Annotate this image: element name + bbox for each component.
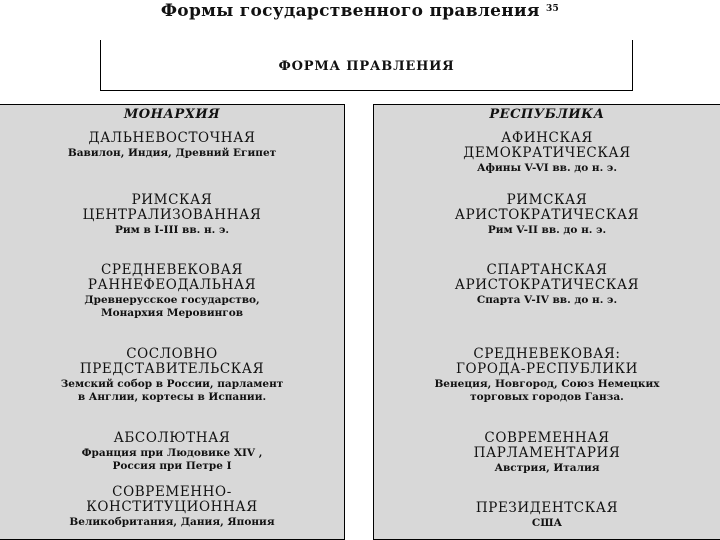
- monarchy-item-example: Рим в I-III вв. н. э.: [114, 224, 230, 236]
- monarchy-header: МОНАРХИЯ: [123, 107, 221, 122]
- republic-item-example: Спарта V-IV вв. до н. э.: [476, 294, 618, 306]
- monarchy-item-absolute: [0, 431, 344, 473]
- title-text: Формы государственного правления: [160, 1, 540, 21]
- republic-item-example: Венеция, Новгород, Союз Немецких торговых городов Ганза.: [434, 378, 660, 403]
- monarchy-item-name: СОВРЕМЕННО- КОНСТИТУЦИОННАЯ: [86, 484, 258, 515]
- republic-item-example: США: [531, 517, 563, 529]
- republic-header: РЕСПУБЛИКА: [489, 107, 605, 122]
- diagram-title: [0, 0, 720, 24]
- monarchy-item-name: СРЕДНЕВЕКОВАЯ РАННЕФЕОДАЛЬНАЯ: [87, 262, 257, 293]
- monarchy-item-early-feudal: [0, 263, 344, 320]
- monarchy-item-example: Вавилон, Индия, Древний Египет: [67, 147, 277, 159]
- republic-item-name: РИМСКАЯ АРИСТОКРАТИЧЕСКАЯ: [454, 192, 640, 223]
- republic-item-name: СРЕДНЕВЕКОВАЯ: ГОРОДА-РЕСПУБЛИКИ: [455, 346, 639, 377]
- monarchy-item-example: Великобритания, Дания, Япония: [69, 516, 275, 528]
- monarchy-item-name: АБСОЛЮТНАЯ: [113, 430, 231, 446]
- monarchy-item-estate-representative: [0, 347, 344, 404]
- monarchy-item-constitutional: [0, 485, 344, 529]
- republic-panel: [373, 104, 720, 540]
- republic-item-name: АФИНСКАЯ ДЕМОКРАТИЧЕСКАЯ: [463, 130, 631, 161]
- monarchy-item-far-eastern: [0, 131, 344, 160]
- monarchy-item-roman-centralized: [0, 193, 344, 237]
- monarchy-item-name: ДАЛЬНЕВОСТОЧНАЯ: [88, 130, 256, 146]
- title-footnote: 35: [545, 4, 560, 14]
- republic-item-presidential: [374, 501, 720, 530]
- root-node-form-of-government: [100, 44, 633, 91]
- republic-item-name: СОВРЕМЕННАЯ ПАРЛАМЕНТАРИЯ: [473, 430, 621, 461]
- republic-item-example: Рим V-II вв. до н. э.: [487, 224, 607, 236]
- republic-item-example: Афины V-VI вв. до н. э.: [477, 162, 617, 174]
- monarchy-panel: [0, 104, 345, 540]
- monarchy-item-example: Древнерусское государство, Монархия Меровингов: [84, 294, 260, 319]
- republic-item-medieval-city: [374, 347, 720, 404]
- monarchy-item-example: Земский собор в России, парламент в Англии, кортесы в Испании.: [60, 378, 284, 403]
- republic-item-athenian: [374, 131, 720, 175]
- republic-item-example: Австрия, Италия: [494, 462, 600, 474]
- republic-item-parliamentary: [374, 431, 720, 475]
- republic-item-name: СПАРТАНСКАЯ АРИСТОКРАТИЧЕСКАЯ: [454, 262, 640, 293]
- monarchy-item-example: Франция при Людовике XIV , Россия при Петре I: [81, 447, 263, 472]
- republic-item-spartan: [374, 263, 720, 307]
- republic-item-roman-aristocratic: [374, 193, 720, 237]
- monarchy-item-name: СОСЛОВНО ПРЕДСТАВИТЕЛЬСКАЯ: [79, 346, 265, 377]
- root-node-label: ФОРМА ПРАВЛЕНИЯ: [278, 59, 455, 74]
- republic-item-name: ПРЕЗИДЕНТСКАЯ: [475, 500, 619, 516]
- monarchy-item-name: РИМСКАЯ ЦЕНТРАЛИЗОВАННАЯ: [82, 192, 262, 223]
